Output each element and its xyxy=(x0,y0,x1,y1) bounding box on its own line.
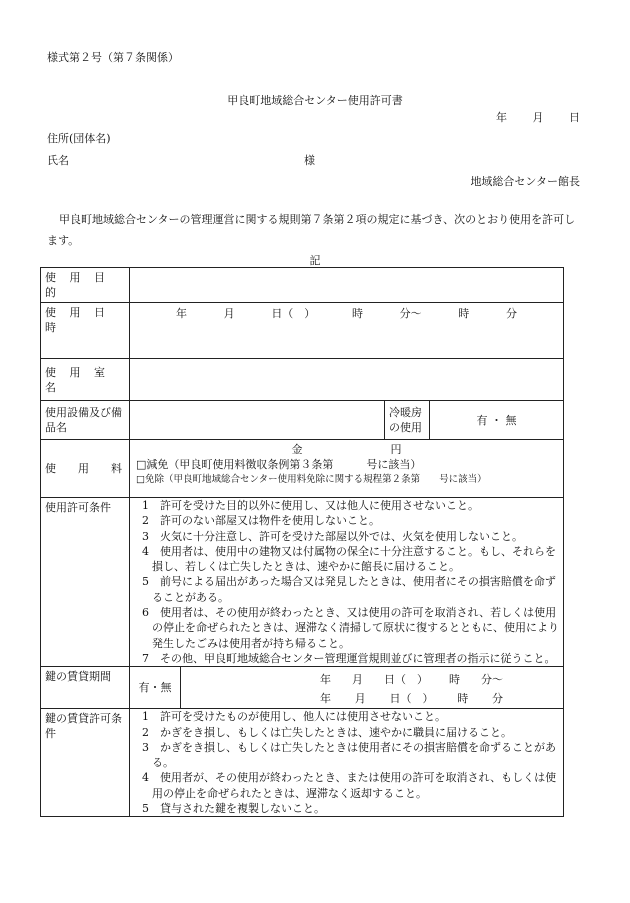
condition-item: 6 使用者は、その使用が終わったとき、又は使用の許可を取消され、若しくは使用の停止を命ぜられたときは、遅滞なく清掃して原状に復するとともに、使用により発生したごみは使用者が持ち帰ること。 xyxy=(142,606,559,650)
address-label: 住所(団体名) xyxy=(47,132,111,145)
fee-label: 使 用 料 xyxy=(41,440,130,498)
purpose-field[interactable] xyxy=(130,268,564,303)
key-from-hour: 時 xyxy=(449,673,460,687)
key-to-month: 月 xyxy=(354,692,366,706)
permit-table xyxy=(40,267,564,817)
row-purpose xyxy=(41,268,564,303)
key-from-day: 日（ ） xyxy=(384,673,428,687)
condition-item: 2 許可のない部屋又は物件を使用しないこと。 xyxy=(142,514,380,528)
dt-month: 月 xyxy=(223,307,235,320)
fee-exemption-checkbox[interactable]: □免除（甲良町地域総合センター使用料免除に関する規程第２条第 号に該当） xyxy=(136,474,487,485)
row-datetime xyxy=(41,303,564,359)
key-from-month: 月 xyxy=(352,673,363,687)
fee-reduction-checkbox[interactable]: □減免（甲良町使用料徴収条例第３条第 号に該当） xyxy=(136,458,422,471)
aircon-value[interactable]: 有 ・ 無 xyxy=(430,401,564,440)
key-conditions-label: 鍵の賃貸許可条件 xyxy=(41,709,130,817)
name-label: 氏名 xyxy=(47,154,69,167)
preamble-text: 甲良町地域総合センターの管理運営に関する規則第７条第２項の規定に基づき、次のとおり使用を許可します。 xyxy=(47,213,576,247)
dt-hour-start: 時 xyxy=(351,307,363,320)
honorific: 様 xyxy=(304,154,315,167)
dt-year: 年 xyxy=(176,307,187,320)
row-fee xyxy=(41,440,564,498)
key-conditions-list xyxy=(130,709,564,817)
issue-date xyxy=(496,109,580,125)
key-condition-item: 3 かぎをき損し、もしくは亡失したときは使用者にその損害賠償を命ずることがある。 xyxy=(142,740,556,770)
room-field[interactable] xyxy=(130,359,564,401)
condition-item: 3 火気に十分注意し、許可を受けた部屋以外では、火気を使用しないこと。 xyxy=(142,529,523,543)
equipment-field[interactable] xyxy=(130,401,385,440)
key-yesno[interactable]: 有・無 xyxy=(130,667,181,708)
date-day: 日 xyxy=(569,111,580,124)
document-title: 甲良町地域総合センター使用許可書 xyxy=(227,94,403,107)
dt-minute-end: 分 xyxy=(505,307,517,320)
key-from[interactable] xyxy=(180,670,563,689)
condition-item: 7 その他、甲良町地域総合センター管理運営規則並びに管理者の指示に従うこと。 xyxy=(142,651,556,665)
datetime-label: 使 用 日 時 xyxy=(41,303,130,359)
issuer: 地域総合センター館長 xyxy=(470,175,580,188)
key-from-minute: 分～ xyxy=(481,673,503,687)
key-to-year: 年 xyxy=(320,692,331,706)
row-room xyxy=(41,359,564,401)
equipment-label: 使用設備及び備品名 xyxy=(41,401,130,440)
conditions-label: 使用許可条件 xyxy=(41,498,130,667)
purpose-label: 使 用 目 的 xyxy=(41,268,130,303)
key-condition-item: 1 許可を受けたものが使用し、他人には使用させないこと。 xyxy=(142,710,446,724)
row-equipment xyxy=(41,401,564,440)
key-to-minute: 分 xyxy=(492,692,503,706)
row-key-period xyxy=(41,667,564,709)
key-period-label: 鍵の賃貸期間 xyxy=(41,667,130,709)
date-year: 年 xyxy=(496,111,507,124)
aircon-label: 冷暖房の使用 xyxy=(385,401,430,440)
key-to-hour: 時 xyxy=(457,692,469,706)
room-label: 使 用 室 名 xyxy=(41,359,130,401)
condition-item: 5 前号による届出があった場合又は発見したときは、使用者にその損害賠償を命ずることがある。 xyxy=(142,575,556,604)
datetime-field[interactable] xyxy=(130,303,564,359)
condition-item: 4 使用者は、使用中の建物又は付属物の保全に十分注意すること。もし、それらを損し、若しくは亡失したときは、速やかに館長に届けること。 xyxy=(142,544,556,574)
row-key-conditions xyxy=(41,709,564,817)
ki-heading: 記 xyxy=(309,254,321,267)
conditions-list xyxy=(130,498,564,667)
key-period-field xyxy=(130,667,564,709)
dt-hour-end: 時 xyxy=(458,307,470,320)
key-from-year: 年 xyxy=(320,673,331,687)
fee-field xyxy=(130,440,564,498)
condition-item: 1 許可を受けた目的以外に使用し、又は他人に使用させないこと。 xyxy=(142,499,479,512)
key-condition-item: 5 貸与された鍵を複製しないこと。 xyxy=(142,802,325,816)
key-condition-item: 2 かぎをき損し、もしくは亡失したときは、速やかに職員に届けること。 xyxy=(142,725,512,739)
row-conditions xyxy=(41,498,564,667)
dt-day: 日（ ） xyxy=(271,307,316,320)
date-month: 月 xyxy=(532,111,544,124)
dt-minute-start: 分～ xyxy=(399,307,422,320)
key-to[interactable] xyxy=(180,689,563,708)
fee-amount: 金 円 xyxy=(291,443,402,456)
key-to-day: 日（ ） xyxy=(389,692,434,706)
form-number: 様式第２号（第７条関係） xyxy=(47,51,179,64)
key-condition-item: 4 使用者が、その使用が終わったとき、または使用の許可を取消され、もしくは使用の停止を命ぜられたときは、遅滞なく返却すること。 xyxy=(142,771,557,800)
